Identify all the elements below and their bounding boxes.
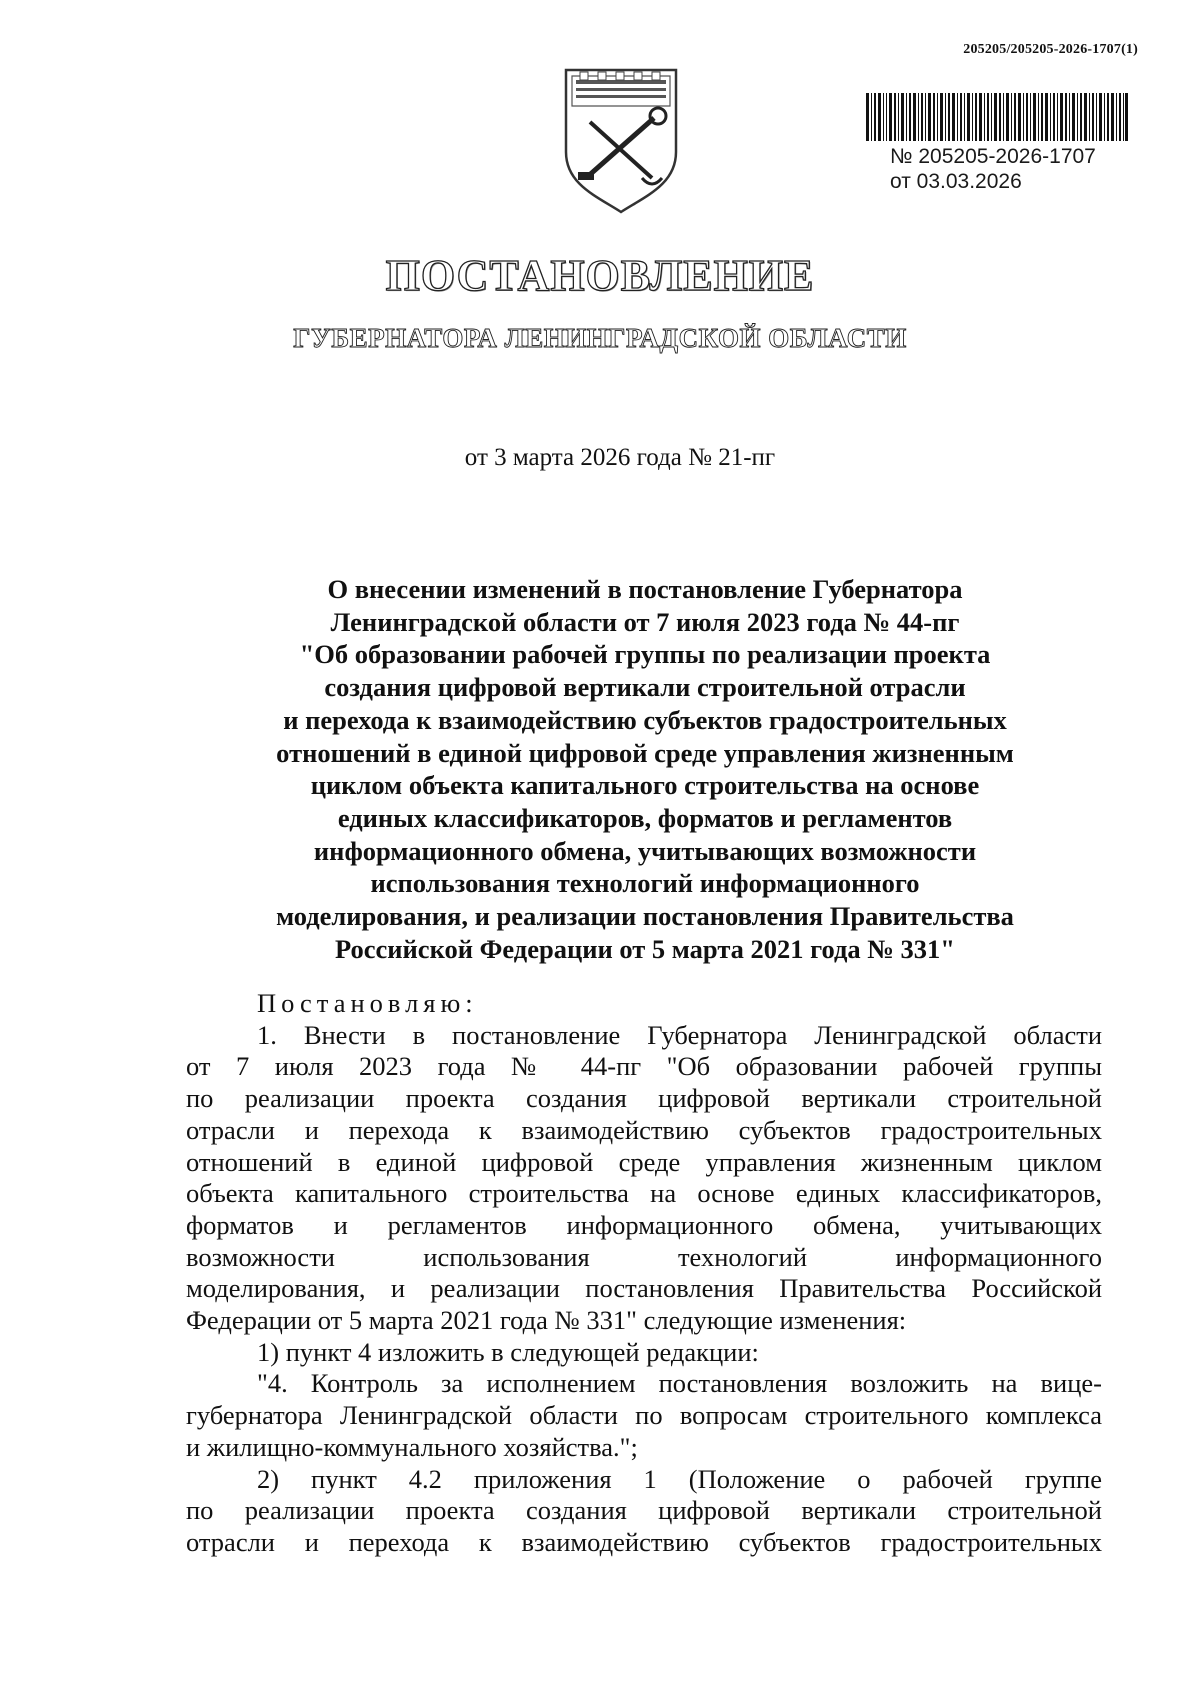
heading-line: циклом объекта капитального строительства на основе (310, 770, 980, 801)
heading-line: "Об образовании рабочей группы по реализации проекта (299, 639, 991, 670)
body-line: и жилищно-коммунального хозяйства."; (186, 1431, 638, 1462)
barcode (866, 93, 1128, 141)
body-line: от 7 июля 2023 года № 44-пг "Об образовании рабочей группы (186, 1051, 1102, 1082)
heading-line: Ленинградской области от 7 июля 2023 года № 44-пг (330, 606, 960, 637)
body-line: моделирования, и реализации постановления Правительства Российской (186, 1273, 1102, 1304)
heading-line: О внесении изменений в постановление Губернатора (327, 574, 963, 604)
document-subtitle: ГУБЕРНАТОРА ЛЕНИНГРАДСКОЙ ОБЛАСТИ (293, 323, 907, 353)
registration-number: № 205205-2026-1707 (890, 145, 1096, 168)
heading-line: информационного обмена, учитывающих возможности (313, 835, 977, 866)
body-line: "4. Контроль за исполнением постановления возложить на вице- (257, 1368, 1102, 1399)
body-line: объекта капитального строительства на основе единых классификаторов, (186, 1178, 1102, 1209)
body-line: возможности использования технологий информационного (186, 1241, 1102, 1272)
decree-body (186, 988, 1102, 1559)
heading-line: единых классификаторов, форматов и регламентов (337, 802, 953, 833)
heading-line: моделирования, и реализации постановления Правительства (276, 901, 1014, 932)
body-line: по реализации проекта создания цифровой вертикали строительной (186, 1083, 1102, 1114)
body-line: форматов и регламентов информационного обмена, учитывающих (186, 1209, 1102, 1240)
decree-word: Постановляю: (257, 988, 478, 1018)
document-title: ПОСТАНОВЛЕНИЕ (385, 251, 815, 300)
registration-date: от 03.03.2026 (890, 170, 1022, 193)
body-line: отношений в единой цифровой среде управления жизненным циклом (186, 1146, 1102, 1177)
body-line: 1) пункт 4 изложить в следующей редакции: (257, 1336, 759, 1367)
body-line: Федерации от 5 марта 2021 года № 331" следующие изменения: (186, 1305, 907, 1336)
body-line: губернатора Ленинградской области по вопросам строительного комплекса (186, 1400, 1102, 1431)
body-line: отрасли и перехода к взаимодействию субъектов градостроительных (186, 1526, 1102, 1557)
coat-of-arms-icon (558, 66, 684, 216)
document-reference: 205205/205205-2026-1707(1) (963, 42, 1138, 57)
decree-heading (200, 573, 1090, 965)
body-line: по реализации проекта создания цифровой вертикали строительной (186, 1495, 1102, 1526)
registration-stamp (890, 144, 1096, 194)
decree-date-number: от 3 марта 2026 года № 21-пг (464, 444, 776, 471)
heading-line: использования технологий информационного (370, 868, 920, 899)
body-line: 2) пункт 4.2 приложения 1 (Положение о рабочей группе (257, 1463, 1102, 1494)
body-line: 1. Внести в постановление Губернатора Ленинградской области (257, 1019, 1102, 1050)
body-line: отрасли и перехода к взаимодействию субъектов градостроительных (186, 1114, 1102, 1145)
heading-line: Российской Федерации от 5 марта 2021 года № 331" (334, 933, 956, 964)
heading-line: создания цифровой вертикали строительной отрасли (324, 672, 966, 703)
heading-line: отношений в единой цифровой среде управления жизненным (276, 737, 1014, 768)
heading-line: и перехода к взаимодействию субъектов градостроительных (283, 704, 1007, 735)
